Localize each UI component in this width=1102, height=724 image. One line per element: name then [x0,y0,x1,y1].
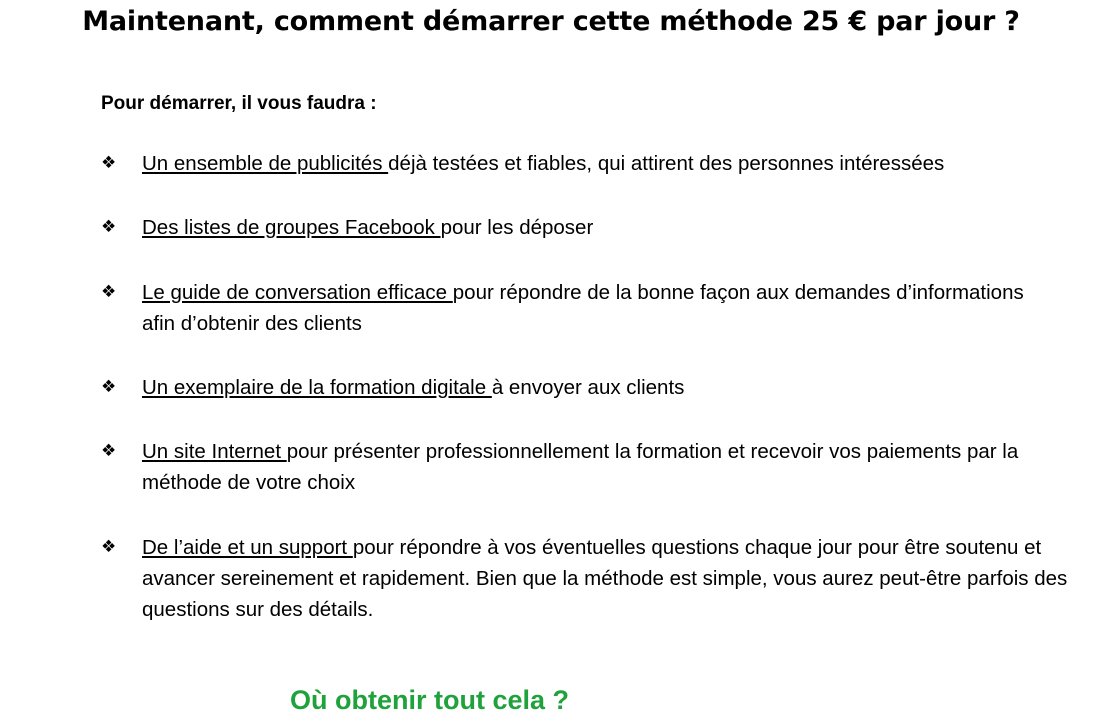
list-item-emphasis: Un exemplaire de la formation digitale [142,376,492,399]
bullet-icon: ❖ [101,282,117,302]
page-title: Maintenant, comment démarrer cette méthode 25 € par jour ? [82,6,1020,37]
list-item-emphasis: Le guide de conversation efficace [142,281,453,304]
list-item-text [142,532,1100,625]
list-item-description: déjà testées et fiables, qui attirent des personnes intéressées [388,152,945,175]
bullet-icon: ❖ [101,537,117,557]
list-item-description: pour répondre de la bonne façon aux demandes d’informations afin d’obtenir des clients [142,281,1024,335]
list-item-description: pour présenter professionnellement la formation et recevoir vos paiements par la méthode de votre choix [142,440,1019,494]
list-item-description: pour répondre à vos éventuelles questions chaque jour pour être soutenu et avancer sereinement et rapidement. Bien que la méthode est simple, vous aurez peut-être parfois des questions sur des détails. [142,536,1068,621]
list-item-text [142,372,1100,403]
list-item-emphasis: De l’aide et un support [142,536,353,559]
bullet-icon: ❖ [101,217,117,237]
bullet-icon: ❖ [101,153,117,173]
bullet-icon: ❖ [101,377,117,397]
list-item-emphasis: Un site Internet [142,440,287,463]
list-item-text [142,212,1100,243]
list-item-text [142,277,1042,339]
list-item-text [142,148,1100,179]
list-item-description: pour les déposer [440,216,594,239]
intro-text: Pour démarrer, il vous faudra : [101,93,377,114]
list-item-text [142,436,1047,498]
call-to-action-heading: Où obtenir tout cela ? [290,685,570,715]
list-item-emphasis: Un ensemble de publicités [142,152,389,175]
list-item-description: à envoyer aux clients [491,376,685,399]
list-item-emphasis: Des listes de groupes Facebook [142,216,441,239]
bullet-icon: ❖ [101,441,117,461]
